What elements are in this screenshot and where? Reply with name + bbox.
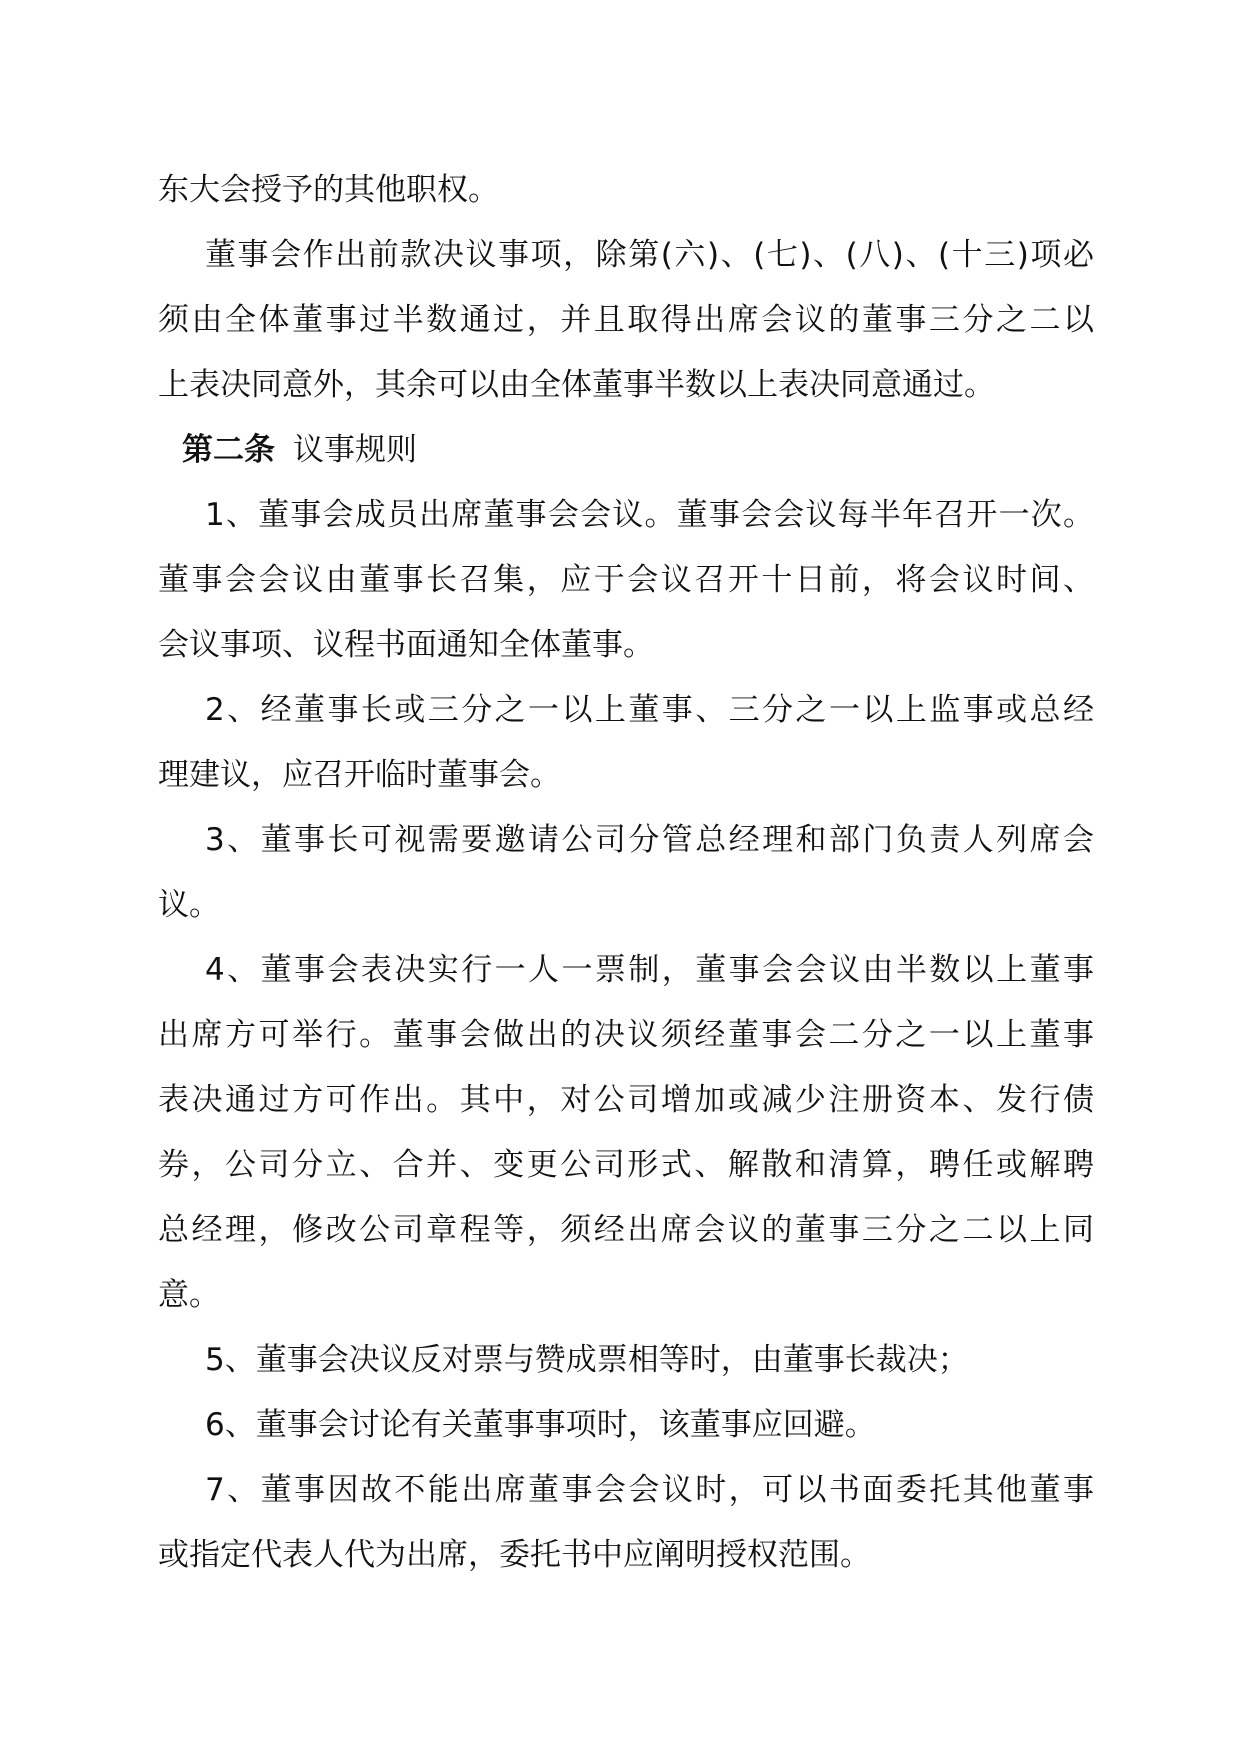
paragraph-line: 上表决同意外，其余可以由全体董事半数以上表决同意通过。 (158, 367, 995, 403)
section-heading (158, 418, 1094, 483)
list-item-line: 券，公司分立、合并、变更公司形式、解散和清算，聘任或解聘 (158, 1147, 1094, 1183)
list-item-line: 2、经董事长或三分之一以上董事、三分之一以上监事或总经 (205, 692, 1094, 728)
paragraph-line: 董事会作出前款决议事项，除第(六)、(七)、(八)、(十三)项必 (205, 237, 1094, 273)
list-item-line: 会议事项、议程书面通知全体董事。 (158, 627, 654, 663)
list-item-line: 3、董事长可视需要邀请公司分管总经理和部门负责人列席会 (205, 822, 1094, 858)
document-page (158, 158, 1094, 1588)
list-item-line: 总经理，修改公司章程等，须经出席会议的董事三分之二以上同 (158, 1212, 1094, 1248)
paragraph-line: 东大会授予的其他职权。 (158, 172, 499, 208)
list-item-line: 董事会会议由董事长召集，应于会议召开十日前，将会议时间、 (158, 562, 1094, 598)
paragraph-line: 须由全体董事过半数通过，并且取得出席会议的董事三分之二以 (158, 302, 1094, 338)
list-item-line: 4、董事会表决实行一人一票制，董事会会议由半数以上董事 (205, 952, 1094, 988)
list-item-line: 出席方可举行。董事会做出的决议须经董事会二分之一以上董事 (158, 1017, 1094, 1053)
list-item-line: 5、董事会决议反对票与赞成票相等时，由董事长裁决； (205, 1342, 969, 1378)
list-item-line: 表决通过方可作出。其中，对公司增加或减少注册资本、发行债 (158, 1082, 1094, 1118)
list-item-line: 议。 (158, 887, 220, 923)
list-item-line: 6、董事会讨论有关董事事项时，该董事应回避。 (205, 1407, 876, 1443)
list-item-line: 7、董事因故不能出席董事会会议时，可以书面委托其他董事 (205, 1472, 1094, 1508)
article-number: 第二条 (182, 432, 275, 468)
list-item-line: 意。 (158, 1277, 220, 1313)
list-item-line: 或指定代表人代为出席，委托书中应阐明授权范围。 (158, 1537, 871, 1573)
list-item-line: 理建议，应召开临时董事会。 (158, 757, 561, 793)
list-item-line: 1、董事会成员出席董事会会议。董事会会议每半年召开一次。 (205, 497, 1094, 533)
article-title: 议事规则 (293, 432, 417, 468)
